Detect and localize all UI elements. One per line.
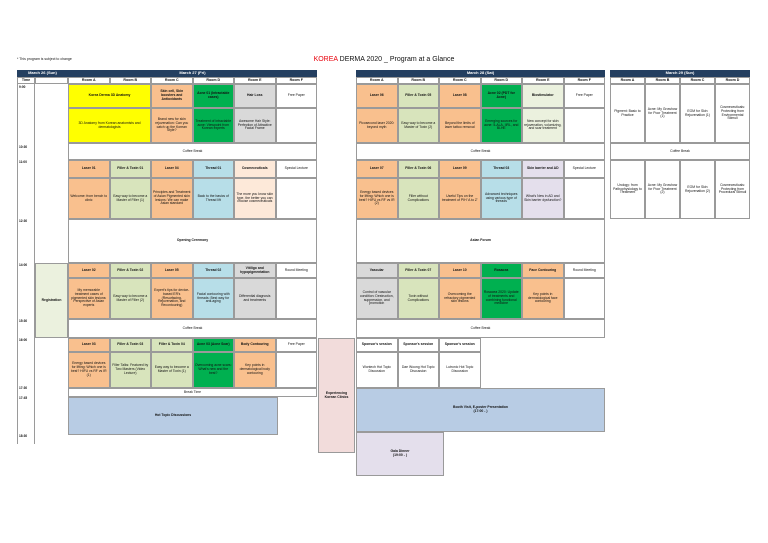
- coffee-break: Coffee Break: [68, 143, 317, 160]
- time-label: 15:30: [19, 319, 28, 323]
- title-brand: KOREA: [313, 56, 338, 63]
- session-desc: Welcome: from bench to clinic: [68, 178, 110, 219]
- session-desc: EOM for Skin Rejuvenation (2): [680, 160, 715, 219]
- session-desc: [564, 278, 606, 319]
- session-desc: Lutronic Hot Topic Discussion: [439, 352, 481, 388]
- session-title: Filler & Toxin 07: [398, 263, 440, 278]
- room-header-d: Room D: [193, 77, 235, 84]
- session-title: Free Paper: [276, 84, 318, 108]
- session-title: Laser 02: [68, 263, 110, 278]
- session-desc: [276, 178, 318, 219]
- session-desc: The more you know skin type, the better you can choose cosmeceuticals: [234, 178, 276, 219]
- session-title: Laser 10: [439, 263, 481, 278]
- session-desc: Easy way to become a Master of Filler (2): [110, 278, 152, 319]
- session-desc: Brand new for skin rejuvenation: Can you catch up the Korean Style?: [151, 108, 193, 143]
- time-label: 16:00: [19, 338, 28, 342]
- room-header-e: Room E: [234, 77, 276, 84]
- session-desc: [276, 352, 318, 388]
- time-label: 17:30: [19, 386, 28, 390]
- session-title: Biostimulator: [522, 84, 564, 108]
- session-desc: Picosecond laser 2020: beyond myth: [356, 108, 398, 143]
- session-title: Body Contouring: [234, 338, 276, 352]
- session-title: Special Lecture: [564, 160, 606, 178]
- registration: Registration: [35, 263, 68, 338]
- session-title: Free Paper: [564, 84, 606, 108]
- coffee-break: Coffee Break: [68, 319, 317, 338]
- session-desc: Filler Talks: Featured by Two Masters (Video Lecture): [110, 352, 152, 388]
- experiencing-korean-clinics: Experiencing Korean Clinics: [318, 338, 355, 453]
- session-desc: [276, 108, 318, 143]
- session-desc: Easy way to become a Master of Filler (1): [110, 178, 152, 219]
- room-header-b: Room B: [645, 77, 680, 84]
- session-desc: New concept for skin rejuvenation, volumizing, and scar treatment: [522, 108, 564, 143]
- session-title: Laser 06: [356, 84, 398, 108]
- title-rest: DERMA 2020 _ Program at a Glance: [337, 56, 455, 63]
- session-desc: [276, 278, 318, 319]
- room-header-a: Room A: [610, 77, 645, 84]
- session-title: Hair Loss: [234, 84, 276, 108]
- session-desc: Energy based devices for lifting: Which one is best? HIFU vs RF vs IR (2): [356, 178, 398, 219]
- time-header: Time: [17, 77, 35, 84]
- break-time: Break Time: [68, 388, 317, 397]
- session-title: Filler & Toxin 06: [398, 160, 440, 178]
- asian-forum: Asian Forum: [356, 219, 605, 263]
- session-desc: Key points in dermatological body contouring: [234, 352, 276, 388]
- session-desc: Energy based devices for lifting: Which one is best? HIFU vs RF vs IR (1): [68, 352, 110, 388]
- session-title: Filler & Toxin 03: [110, 338, 152, 352]
- day-header-28: March 28 (Sat): [356, 70, 605, 77]
- room-header-a: Room A: [68, 77, 110, 84]
- time-label: 17:45: [19, 396, 28, 400]
- session-title: Laser 05: [151, 263, 193, 278]
- session-title: Laser 07: [356, 160, 398, 178]
- room-header-d: Room D: [715, 77, 750, 84]
- session-desc: Beyond the limits of laser tattoo removal: [439, 108, 481, 143]
- session-desc: Principles and Treatment of Asian Pigmented skin lesions: We can make Asian standard: [151, 178, 193, 219]
- booth-visit-label: Booth Visit, E-poster Presentation: [453, 405, 508, 410]
- session-title: Thread 03: [481, 160, 523, 178]
- session-desc: What's New in AD and Skin barrier dysfunction?: [522, 178, 564, 219]
- session-desc: Overcoming the refractory pigmented skin lesions: [439, 278, 481, 319]
- session-desc: Pigment: Basic to Practice: [610, 84, 645, 143]
- session-title: Sponsor's session: [398, 338, 440, 352]
- session-desc: Cosmeceuticals: Protecting from Procedural Stimuli: [715, 160, 750, 219]
- gala-dinner: [356, 432, 444, 476]
- time-label: 14:00: [19, 263, 28, 267]
- session-desc: Cosmeceuticals: Protecting from Environmental Stimuli: [715, 84, 750, 143]
- session-title: Thread 02: [193, 263, 235, 278]
- session-desc: Control of vascular condition: Destruction, suppression, and promotion: [356, 278, 398, 319]
- session-desc: Facial contouring with threads: Best way for anti-aging: [193, 278, 235, 319]
- session-desc: [564, 178, 606, 219]
- program-note: * This program is subject to change: [17, 57, 72, 61]
- session-desc: Wontech Hot Topic Discussion: [356, 352, 398, 388]
- session-desc: Back to the basics of Thread lift: [193, 178, 235, 219]
- session-desc: Toxin without Complications: [398, 278, 440, 319]
- session-desc: [564, 108, 606, 143]
- gala-dinner-label: Gala Dinner: [390, 449, 410, 454]
- session-title: Special Lecture: [276, 160, 318, 178]
- session-title: Laser 01: [68, 160, 110, 178]
- opening-ceremony: Opening Ceremony: [68, 219, 317, 263]
- session-title: Filler & Toxin 05: [398, 84, 440, 108]
- session-desc: Useful Tips on the treatment of PIH 'A to Z': [439, 178, 481, 219]
- session-title: Acne 02 (PDT for Acne): [481, 84, 523, 108]
- session-desc: Differential diagnosis and treatments: [234, 278, 276, 319]
- day-header-26: March 26 (Sun): [17, 70, 68, 77]
- session-desc: Easy way to become a Master of Toxin (1): [151, 352, 193, 388]
- time-label: 10:30: [19, 145, 28, 149]
- session-title: Acne 03 (Acne Scar): [193, 338, 235, 352]
- session-title: Round Meeting: [276, 263, 318, 278]
- session-desc: Easy way to become a Master of Toxin (2): [398, 108, 440, 143]
- room-header-f: Room F: [564, 77, 606, 84]
- room-header-c: Room C: [151, 77, 193, 84]
- room-header-f: Room F: [276, 77, 318, 84]
- session-desc: Awesome Hair Style: Perfection of Attractive Facial Frame: [234, 108, 276, 143]
- session-desc: Overcoming acne scars: What's new and the best?: [193, 352, 235, 388]
- hot-topic-discussions: Hot Topic Discussions: [68, 397, 278, 435]
- session-title: Laser 03: [68, 338, 110, 352]
- session-title: Free Paper: [276, 338, 318, 352]
- session-title: Laser 08: [439, 84, 481, 108]
- session-title: Skin barrier and AD: [522, 160, 564, 178]
- day-header-29: March 29 (Sun): [610, 70, 750, 77]
- room-header-b: Room B: [110, 77, 152, 84]
- coffee-break: Coffee Break: [356, 143, 605, 160]
- gala-dinner-time: (19:00 - ): [393, 453, 407, 457]
- session-desc: Filler without Complications: [398, 178, 440, 219]
- session-desc: Dae Woong Hot Topic Discussion: [398, 352, 440, 388]
- time-label: 12:30: [19, 219, 28, 223]
- session-desc: My memorable treatment cases of pigmented skin lesions: Perspective of Asian experts: [68, 278, 110, 319]
- session-title: Acne 01 (Intractable cases): [193, 84, 235, 108]
- session-desc: Expert's tips for device-based ER's (Resurfacing, Rejuvenation, and Recontouring): [151, 278, 193, 319]
- session-title: Skin cell, Skin boosters and Antioxidants: [151, 84, 193, 108]
- room-header-b: Room B: [398, 77, 440, 84]
- time-label: 9:00: [19, 85, 26, 89]
- coffee-break: Coffee Break: [356, 319, 605, 338]
- coffee-break: Coffee Break: [610, 143, 750, 160]
- session-title: Filler & Toxin 01: [110, 160, 152, 178]
- time-label: 11:00: [19, 160, 27, 164]
- session-title: Filler & Toxin 02: [110, 263, 152, 278]
- session-desc: Advanced techniques using various type of threads: [481, 178, 523, 219]
- session-title: Laser 09: [439, 160, 481, 178]
- session-title: Filler & Toxin 04: [151, 338, 193, 352]
- session-title: Cosmeceuticals: [234, 160, 276, 178]
- booth-visit-time: (17:00 - ): [473, 409, 488, 413]
- session-title: Korea Derma 3D Anatomy: [68, 84, 151, 108]
- room-header-a: Room A: [356, 77, 398, 84]
- session-title: Laser 04: [151, 160, 193, 178]
- session-title: Sponsor's session: [356, 338, 398, 352]
- session-desc: 3D Anatomy from Korean anatomists and dermatologists: [68, 108, 151, 143]
- session-desc: Acne: My Growhow for Poor Treatment (1): [645, 84, 680, 143]
- session-title: Vascular: [356, 263, 398, 278]
- session-title: Face Contouring: [522, 263, 564, 278]
- room-header-e: Room E: [522, 77, 564, 84]
- day-header-27: March 27 (Fri): [68, 70, 317, 77]
- session-title: Rosacea: [481, 263, 523, 278]
- session-desc: Acne: My Growhow for Poor Treatment (2): [645, 160, 680, 219]
- session-desc: Emerging sources for acne: 5-ALA, IIRL, and BLHE: [481, 108, 523, 143]
- time-label: 18:30: [19, 434, 28, 438]
- session-title: Vitiligo and hypopigmentation: [234, 263, 276, 278]
- session-title: Round Meeting: [564, 263, 606, 278]
- session-desc: Treatment of intractable acne: Viewpoint from Korean experts: [193, 108, 235, 143]
- room-header-c: Room C: [680, 77, 715, 84]
- session-desc: Key points in dermatological face contouring: [522, 278, 564, 319]
- page-title: [0, 56, 768, 63]
- booth-visit: [356, 388, 605, 432]
- session-title: Sponsor's session: [439, 338, 481, 352]
- session-desc: Rosacea 2020: Update of treatments and combining functional medicine: [481, 278, 523, 319]
- session-desc: Urology: from Pathophysiology to Treatment: [610, 160, 645, 219]
- room-header-c: Room C: [439, 77, 481, 84]
- session-desc: EOM for Skin Rejuvenation (1): [680, 84, 715, 143]
- room-header-blank: [35, 77, 68, 84]
- room-header-d: Room D: [481, 77, 523, 84]
- session-title: Thread 01: [193, 160, 235, 178]
